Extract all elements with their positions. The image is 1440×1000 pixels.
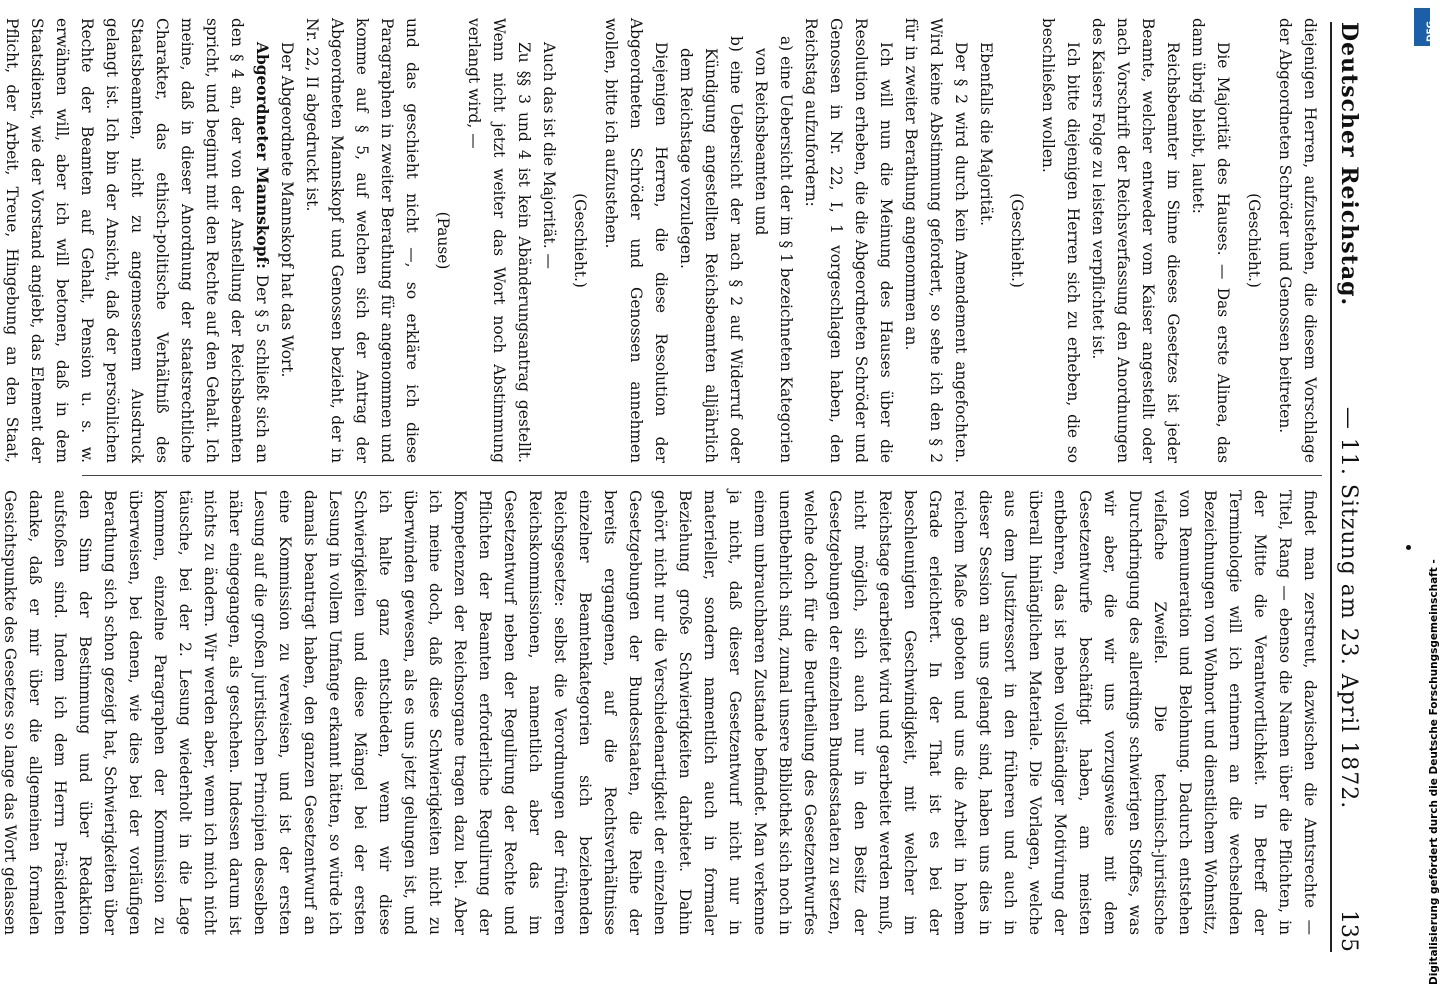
- dfg-logo: DFG: [1414, 8, 1430, 46]
- credit-text: Digitalisierung gefördert durch die Deutsche Forschungsgemeinschaft -: [1428, 559, 1440, 985]
- session-date: — 11. Sitzung am 23. April 1872.: [1336, 406, 1361, 810]
- scan-speck: [1406, 545, 1411, 550]
- resolution-item: b) eine Uebersicht der nach § 2 auf Widerruf oder Kündigung angestellten Reichsbeamten alljährlich dem Reichstage vorzulegen.: [677, 36, 745, 463]
- paragraph: Ich will nun die Meinung des Hauses über die Resolution erheben, die die Abgeordneten Schröder und Genossen in Nr. 22, I, 1 vorgeschlagen haben, den Reichstag aufzufordern:: [802, 18, 895, 463]
- paragraph: Diejenigen Herren, die diese Resolution der Abgeordneten Schröder und Genossen annehmen wollen, bitte ich aufzustehen.: [602, 18, 670, 463]
- paragraph: Auch das ist die Majorität. —: [540, 42, 558, 269]
- paragraph: Zu §§ 3 und 4 ist kein Abänderungsantrag gestellt. Wenn nicht jetzt weiter das Wort noch Abstimmung verlangt wird, —: [465, 18, 533, 463]
- page-header: [1330, 22, 1384, 952]
- stage-direction: (Geschieht.): [571, 193, 589, 288]
- stage-direction: (Pause): [434, 211, 452, 270]
- column-divider: [82, 475, 1322, 476]
- paragraph: Die Majorität des Hauses. — Das erste Alinea, das dann übrig bleibt, lautet:: [1189, 18, 1232, 463]
- paragraph: diejenigen Herren, aufzustehen, die diesem Vorschlage der Abgeordneten Schröder und Genossen beitreten.: [1276, 18, 1319, 463]
- paragraph: und das geschieht nicht —, so erkläre ich diese Paragraphen in zweiter Berathung für angenommen und komme auf § 5, auf welchen sich der Antrag der Abgeordneten Mannskopf und Genossen bezieht, der in Nr. 22, II abgedruckt ist.: [303, 18, 421, 463]
- text-column-right: [0, 490, 1322, 935]
- text-column-left: [0, 18, 1322, 463]
- speech-text: Der § 5 schließt sich an den § 4 an, der von der Anstellung der Reichsbeamten spricht, und beginnt mit den Rechte auf den Gehalt. Ich meine, daß in dieser Anordnung der staatsrechtliche Charakter, das ethisch-politische Verhältniß des Staatsbeamten, nicht zu angemessenem Ausdruck gelangt ist. Ich bin der Ansicht, daß der persönlichen Rechte der Beamten auf Gehalt, Pension u. s. w. erwähnen will, aber ich will betonen, daß in dem Staatsdienst, wie der Vorstand angiebt, das Element der Pflicht, der Arbeit, Treue, Hingebung an den Staat,: [3, 18, 271, 463]
- paragraph: Ich bitte diejenigen Herren sich zu erheben, die so beschließen wollen.: [1039, 18, 1082, 463]
- journal-title: Deutscher Reichstag.: [1336, 22, 1362, 307]
- speaker-name: Abgeordneter Mannskopf:: [253, 42, 271, 269]
- resolution-item: a) eine Uebersicht der im § 1 bezeichneten Kategorien von Reichsbeamten und: [752, 36, 795, 463]
- stage-direction: (Geschieht.): [1245, 193, 1263, 288]
- paragraph: Der § 2 wird durch kein Amendement angefochten. Wird keine Abstimmung gefordert, so sehe ich den § 2 für in zweiter Berathung angenommen an.: [902, 18, 970, 463]
- stage-direction: (Geschieht.): [1008, 193, 1026, 288]
- paragraph: findet man zerstreut, dazwischen die Amtsrechte — Titel, Rang — ebenso die Namen über die Pflichten, in der Mitte die Verantwortlichkeit. In Betreff der Terminologie will ich erinnern an die wechselnden Bezeichnungen von Wohnort und dienstlichem Wohnsitz, von Remuneration und Belohnung. Dadurch entstehen vielfache Zweifel. Die technisch-juristische Durchdringung des allerdings schwierigen Stoffes, was wir aber, die wir uns vorzugsweise mit dem Gesetzentwurfe beschäftigt haben, am meisten entbehren, das ist neben vollständiger Motivirung der überall hinlänglichen Materiale. Die Vorlagen, welche aus dem Justizressort in den früheren und auch in dieser Session an uns gelangt sind, haben uns dies in reichem Maße geboten und uns die Arbeit in hohem Grade erleichtert. In der That ist es bei der beschleunigten Geschwindigkeit, mit welcher im Reichstage gearbeitet wird und gearbeitet werden muß, nicht möglich, sich auch nur in den Besitz der Gesetzgebungen der einzelnen Bundesstaaten zu setzen, welche doch für die Beurtheilung des Gesetzentwurfes unentbehrlich sind, zumal unsere Bibliothek sich noch in einem unbrauchbaren Zustande befindet. Man verkenne ja nicht, daß dieser Gesetzentwurf nicht nur in materieller, sondern namentlich auch in formaler Beziehung große Schwierigkeiten darbietet. Dahin gehört nicht nur die Verschiedenartigkeit der einzelnen Gesetzgebungen der Bundesstaaten, die Reihe der bereits ergangenen, auf die Rechtsverhältnisse einzelner Beamtenkategorien sich beziehenden Reichsgesetze: selbst die Verordnungen der früheren Reichskommissionen, namentlich aber das im Gesetzentwurf neben der Regulirung der Rechte und Pflichten der Beamten erforderliche Regulirung der Kompetenzen der Reichsorgane tragen dazu bei. Aber ich meine doch, daß diese Schwierigkeiten nicht zu überwinden gewesen, als es uns jetzt gelungen ist, und ich halte ganz entschieden, wenn wir diese Schwierigkeiten und diese Mängel bei der ersten Lesung in vollem Umfange erkannt hätten, so würde ich damals beantragt haben, den ganzen Gesetzentwurf an eine Kommission zu verweisen, und ist der ersten Lesung auf die großen juristischen Principien desselben näher eingegangen, als geschehen. Indessen darum ist nichts zu ändern. Wir werden aber, wenn ich mich nicht täusche, bei der 2. Lesung wiederholt in die Lage kommen, einzelne Paragraphen der Kommission zu überweisen, bei denen, wie dies bei der vorläufigen Berathung sich schon gezeigt hat, Schwierigkeiten über den Sinn der Bestimmung und über Redaktion aufstoßen sind. Indem ich dem Herrn Präsidenten danke, daß er mir über die allgemeinen formalen Gesichtspunkte des Gesetzes so lange das Wort gelassen: [1, 490, 1319, 935]
- paragraph: Der Abgeordnete Mannskopf hat das Wort.: [278, 42, 296, 378]
- digitization-credit: [1414, 40, 1440, 1000]
- paragraph: Reichsbeamter im Sinne dieses Gesetzes ist jeder Beamte, welcher entweder vom Kaiser angestellt oder nach Vorschrift der Reichsverfassung den Anordnungen des Kaisers Folge zu leisten verpflichtet ist.: [1089, 18, 1182, 463]
- page-number: 135: [1336, 910, 1361, 952]
- speech-paragraph: [0, 18, 274, 463]
- paragraph: Ebenfalls die Majorität.: [977, 42, 995, 227]
